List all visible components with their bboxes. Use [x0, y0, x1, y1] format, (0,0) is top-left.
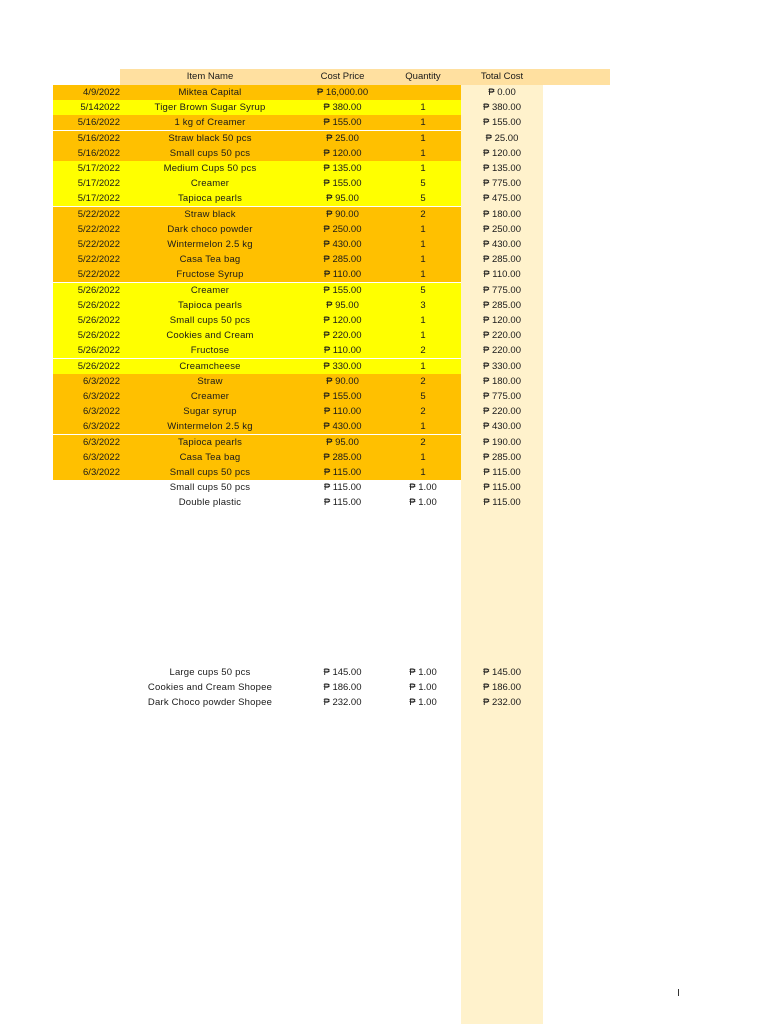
cost-price-cell: ₱ 110.00 [323, 345, 362, 357]
quantity-cell: 5 [420, 193, 426, 205]
table-row [53, 374, 522, 389]
table-row [53, 237, 522, 252]
table-row [53, 695, 543, 710]
cost-price-cell: ₱ 25.00 [326, 132, 359, 144]
quantity-cell: 2 [420, 345, 426, 357]
cost-price-cell: ₱ 16,000.00 [316, 87, 369, 98]
cost-price-cell: ₱ 95.00 [326, 299, 359, 311]
cost-price-cell: ₱ 95.00 [326, 436, 359, 448]
item-name-cell: Double plastic [178, 497, 242, 509]
cost-price-cell: ₱ 285.00 [323, 254, 362, 266]
cost-price-cell: ₱ 115.00 [323, 467, 362, 478]
header-item-name: Item Name [186, 71, 234, 82]
quantity-cell: 2 [420, 406, 426, 418]
total-cost-cell: ₱ 430.00 [482, 421, 522, 433]
date-cell: 5/26/2022 [77, 330, 120, 342]
quantity-cell: ₱ 1.00 [409, 667, 437, 678]
quantity-cell: 1 [420, 102, 426, 114]
table-row [53, 131, 519, 146]
date-cell: 5/16/2022 [77, 117, 120, 129]
total-cost-cell: ₱ 250.00 [482, 223, 522, 235]
item-name-cell: Small cups 50 pcs [169, 467, 251, 478]
item-name-cell: Casa Tea bag [179, 451, 241, 463]
cost-price-cell: ₱ 90.00 [326, 208, 359, 220]
date-cell [53, 680, 120, 695]
quantity-cell: 1 [420, 254, 426, 266]
item-name-cell: Sugar syrup [183, 406, 237, 418]
total-cost-cell: ₱ 475.00 [482, 193, 522, 205]
total-cost-cell: ₱ 775.00 [482, 178, 522, 190]
quantity-cell: 5 [420, 284, 426, 296]
item-name-cell: Cookies and Cream [166, 330, 254, 342]
total-cost-cell: ₱ 115.00 [483, 467, 521, 478]
total-cost-cell: ₱ 220.00 [482, 330, 522, 342]
item-name-cell: Dark choco powder [167, 223, 253, 235]
cost-price-cell: ₱ 120.00 [323, 147, 362, 159]
cost-price-cell: ₱ 330.00 [323, 360, 362, 372]
table-row [53, 328, 522, 343]
total-cost-cell: ₱ 380.00 [482, 102, 522, 114]
cost-price-cell: ₱ 285.00 [323, 451, 362, 463]
total-cost-cell: ₱ 232.00 [482, 697, 522, 709]
date-cell: 6/3/2022 [83, 451, 120, 463]
item-name-cell: Cookies and Cream Shopee [147, 682, 273, 694]
date-cell: 5/17/2022 [77, 163, 120, 174]
quantity-cell: 2 [420, 436, 426, 448]
table-row [53, 480, 543, 495]
cost-price-cell: ₱ 232.00 [323, 697, 362, 709]
quantity-cell: 1 [420, 132, 426, 144]
cost-price-cell: ₱ 430.00 [323, 421, 362, 433]
cost-price-cell: ₱ 220.00 [323, 330, 362, 342]
table-header [120, 69, 610, 85]
quantity-cell: 1 [420, 360, 426, 372]
table-row [53, 495, 543, 510]
table-row [53, 176, 522, 191]
table-row [53, 207, 522, 222]
item-name-cell: Straw black [184, 208, 236, 220]
date-cell: 5/17/2022 [77, 178, 120, 190]
total-cost-cell: ₱ 115.00 [483, 497, 521, 509]
item-name-cell: Creamer [190, 391, 230, 402]
quantity-cell: ₱ 1.00 [409, 682, 437, 694]
cost-price-cell: ₱ 145.00 [323, 667, 362, 678]
table-row [53, 465, 521, 480]
date-cell: 5/17/2022 [77, 193, 120, 205]
table-row [53, 450, 522, 465]
table-row [53, 100, 522, 115]
item-name-cell: Dark Choco powder Shopee [147, 697, 273, 709]
total-cost-cell: ₱ 115.00 [483, 482, 521, 494]
table-row [53, 389, 522, 404]
cost-price-cell: ₱ 155.00 [323, 178, 362, 190]
table-row [53, 85, 516, 100]
table-row [53, 359, 522, 374]
cost-price-cell: ₱ 110.00 [323, 406, 362, 418]
quantity-cell: 1 [420, 330, 426, 342]
item-name-cell: Miktea Capital [178, 87, 242, 98]
quantity-cell [385, 85, 461, 100]
item-name-cell: Casa Tea bag [179, 254, 241, 266]
item-name-cell: Small cups 50 pcs [169, 482, 251, 494]
quantity-cell: 1 [420, 451, 426, 463]
table-row [53, 665, 543, 680]
date-cell: 5/22/2022 [77, 208, 120, 220]
item-name-cell: Wintermelon 2.5 kg [167, 421, 253, 433]
total-cost-cell: ₱ 180.00 [482, 375, 522, 387]
date-cell: 5/22/2022 [77, 269, 120, 281]
item-name-cell: Fructose [190, 345, 230, 357]
item-name-cell: Tapioca pearls [177, 299, 243, 311]
date-cell: 6/3/2022 [83, 375, 120, 387]
table-row [53, 419, 522, 434]
cost-price-cell: ₱ 115.00 [323, 482, 362, 494]
quantity-cell: ₱ 1.00 [409, 697, 437, 709]
quantity-cell: 1 [420, 163, 426, 174]
table-row [53, 298, 522, 313]
quantity-cell: 1 [420, 239, 426, 250]
cost-price-cell: ₱ 380.00 [323, 102, 362, 114]
total-cost-cell: ₱ 330.00 [482, 360, 522, 372]
total-cost-cell: ₱ 145.00 [482, 667, 522, 678]
cost-price-cell: ₱ 430.00 [323, 239, 362, 250]
quantity-cell: 2 [420, 375, 426, 387]
quantity-cell: 2 [420, 208, 426, 220]
table-row [53, 191, 522, 206]
item-name-cell: Small cups 50 pcs [169, 315, 251, 326]
cost-price-cell: ₱ 110.00 [323, 269, 362, 281]
cost-price-cell: ₱ 135.00 [323, 163, 362, 174]
total-cost-cell: ₱ 120.00 [482, 315, 522, 326]
cost-price-cell: ₱ 155.00 [323, 284, 362, 296]
total-cost-cell: ₱ 775.00 [482, 284, 522, 296]
item-name-cell: Creamcheese [179, 360, 241, 372]
total-cost-cell: ₱ 110.00 [483, 269, 521, 281]
cost-price-cell: ₱ 155.00 [323, 117, 362, 129]
item-name-cell: Tapioca pearls [177, 436, 243, 448]
table-row [53, 252, 522, 267]
total-cost-cell: ₱ 775.00 [482, 391, 522, 402]
item-name-cell: Medium Cups 50 pcs [163, 163, 257, 174]
date-cell: 6/3/2022 [83, 467, 120, 478]
item-name-cell: Creamer [190, 178, 230, 190]
total-cost-cell: ₱ 155.00 [482, 117, 522, 129]
item-name-cell: Creamer [190, 284, 230, 296]
total-cost-cell: ₱ 285.00 [482, 254, 522, 266]
cost-price-cell: ₱ 186.00 [323, 682, 362, 694]
total-cost-cell: ₱ 25.00 [485, 132, 519, 144]
date-cell: 5/16/2022 [77, 132, 120, 144]
date-cell: 4/9/2022 [83, 87, 120, 98]
quantity-cell: 1 [420, 467, 426, 478]
total-cost-cell: ₱ 220.00 [482, 345, 522, 357]
cost-price-cell: ₱ 90.00 [326, 375, 359, 387]
date-cell [53, 495, 120, 510]
quantity-cell: 3 [420, 299, 426, 311]
date-cell [53, 665, 120, 680]
date-cell: 6/3/2022 [83, 406, 120, 418]
date-cell: 6/3/2022 [83, 391, 120, 402]
quantity-cell: 5 [420, 178, 426, 190]
total-cost-cell: ₱ 135.00 [482, 163, 522, 174]
cursor-mark [678, 989, 679, 996]
table-row [53, 115, 522, 130]
date-cell [53, 480, 120, 495]
cost-price-cell: ₱ 115.00 [323, 497, 362, 509]
table-row [53, 283, 522, 298]
quantity-cell: 1 [420, 117, 426, 129]
total-cost-cell: ₱ 285.00 [482, 451, 522, 463]
item-name-cell: Straw [197, 375, 223, 387]
table-row [53, 146, 522, 161]
table-row [53, 343, 522, 358]
quantity-cell: 1 [420, 315, 426, 326]
date-cell: 5/26/2022 [77, 345, 120, 357]
quantity-cell: ₱ 1.00 [409, 497, 437, 509]
quantity-cell: 1 [420, 147, 426, 159]
total-cost-cell: ₱ 430.00 [482, 239, 522, 250]
date-cell: 6/3/2022 [83, 436, 120, 448]
total-cost-cell: ₱ 220.00 [482, 406, 522, 418]
quantity-cell: 1 [420, 421, 426, 433]
item-name-cell: Wintermelon 2.5 kg [167, 239, 253, 250]
total-cost-cell: ₱ 285.00 [482, 299, 522, 311]
table-row [53, 161, 522, 176]
header-cost-price: Cost Price [320, 71, 365, 82]
total-cost-cell: ₱ 0.00 [488, 87, 516, 98]
item-name-cell: Straw black 50 pcs [168, 132, 252, 144]
item-name-cell: Large cups 50 pcs [169, 667, 251, 678]
item-name-cell: Tapioca pearls [177, 193, 243, 205]
date-cell: 5/26/2022 [77, 299, 120, 311]
total-cost-cell: ₱ 186.00 [482, 682, 522, 694]
total-cost-cell: ₱ 190.00 [482, 436, 522, 448]
cost-price-cell: ₱ 120.00 [323, 315, 362, 326]
item-name-cell: Small cups 50 pcs [169, 147, 251, 159]
date-cell: 5/22/2022 [77, 254, 120, 266]
date-cell: 5/26/2022 [77, 284, 120, 296]
quantity-cell: 5 [420, 391, 426, 402]
date-cell: 5/22/2022 [77, 223, 120, 235]
date-cell: 5/26/2022 [77, 360, 120, 372]
date-cell: 5/22/2022 [77, 239, 120, 250]
table-row [53, 404, 522, 419]
quantity-cell: 1 [420, 223, 426, 235]
total-cost-cell: ₱ 120.00 [482, 147, 522, 159]
table-row [53, 313, 522, 328]
table-row [53, 680, 543, 695]
header-total-cost: Total Cost [480, 71, 524, 82]
date-cell: 6/3/2022 [83, 421, 120, 433]
cost-price-cell: ₱ 95.00 [326, 193, 359, 205]
table-row [53, 222, 522, 237]
date-cell [53, 695, 120, 710]
cost-price-cell: ₱ 250.00 [323, 223, 362, 235]
item-name-cell: 1 kg of Creamer [174, 117, 246, 129]
item-name-cell: Tiger Brown Sugar Syrup [154, 102, 266, 114]
quantity-cell: 1 [420, 269, 426, 281]
date-cell: 5/16/2022 [77, 147, 120, 159]
date-cell: 5/142022 [80, 102, 120, 114]
total-cost-cell: ₱ 180.00 [482, 208, 522, 220]
date-cell: 5/26/2022 [77, 315, 120, 326]
table-row [53, 435, 522, 450]
quantity-cell: ₱ 1.00 [409, 482, 437, 494]
header-quantity: Quantity [405, 71, 441, 82]
table-row [53, 267, 521, 282]
cost-price-cell: ₱ 155.00 [323, 391, 362, 402]
item-name-cell: Fructose Syrup [176, 269, 244, 281]
